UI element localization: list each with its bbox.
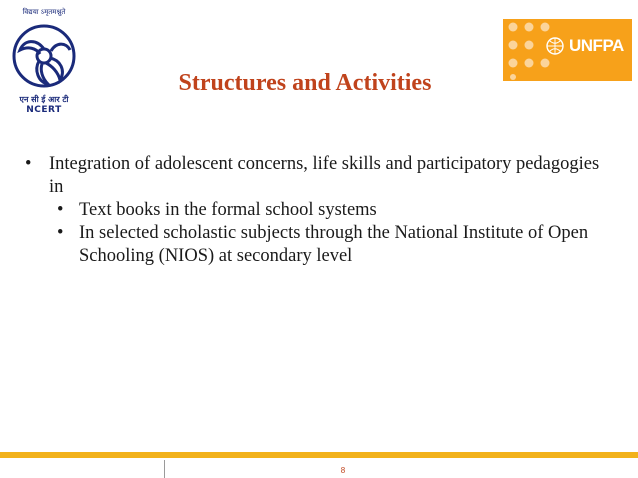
page-number: 8 [340, 466, 346, 475]
ncert-motto: विद्यया ऽमृतमश्नुते [22, 8, 66, 16]
ncert-logo [6, 8, 82, 114]
bullet-dot-icon: • [25, 154, 32, 174]
bullet-item [25, 153, 605, 199]
sub-bullet-text: Text books in the formal school systems [79, 200, 377, 220]
sub-bullet-item [25, 199, 605, 222]
footer-band [0, 452, 638, 458]
slide-title: Structures and Activities [178, 70, 432, 96]
ncert-hindi-name: एन सी ई आर टी [19, 95, 69, 104]
sub-bullet-item [25, 222, 605, 268]
sub-bullet-text: In selected scholastic subjects through the National Institute of Open Schooling (NIOS) at secondary level [79, 223, 589, 266]
bullet-list [25, 153, 605, 268]
footer-divider [164, 460, 165, 478]
ncert-wordmark: NCERT [26, 105, 62, 115]
bullet-dot-icon: • [57, 200, 64, 220]
bullet-dot-icon: • [57, 223, 64, 243]
bullet-text: Integration of adolescent concerns, life skills and participatory pedagogies in [49, 154, 600, 197]
unfpa-wordmark: UNFPA [569, 36, 624, 55]
